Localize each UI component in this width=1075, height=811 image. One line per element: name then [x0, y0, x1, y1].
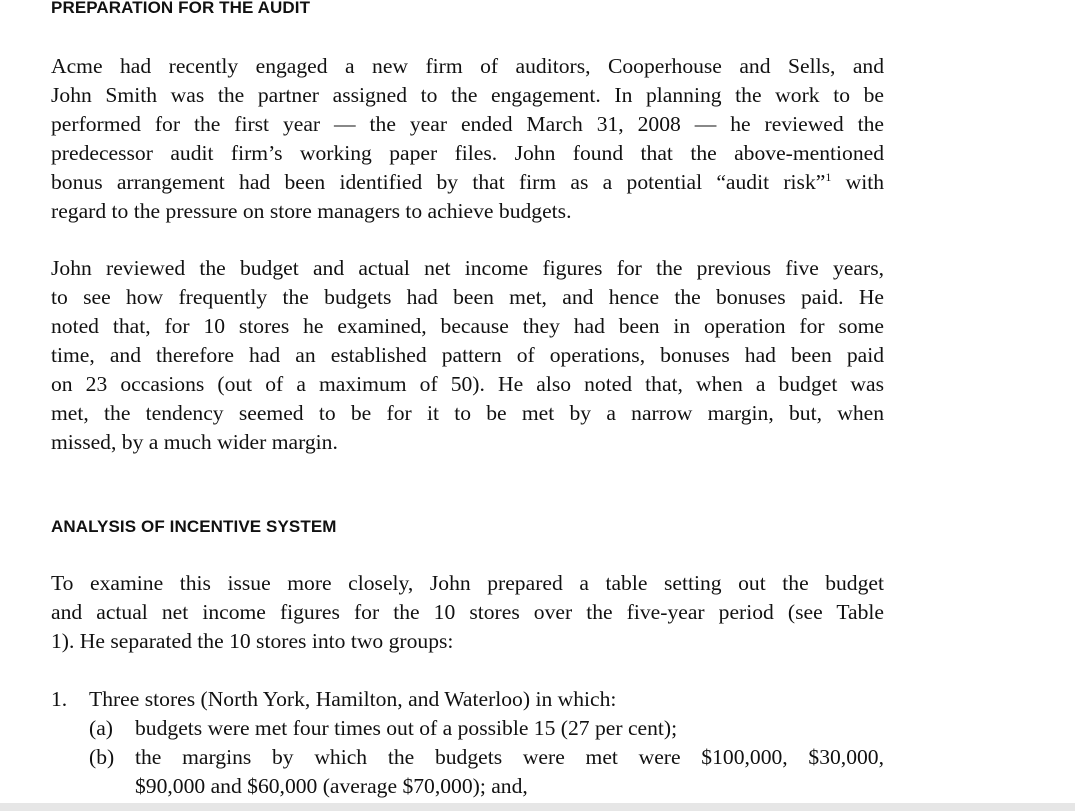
paragraph-table-intro: [51, 569, 884, 656]
sub-list-item-text: $90,000 and $60,000 (average $70,000); and,: [135, 774, 528, 798]
text-fragment: with: [831, 170, 884, 194]
text-line: John Smith was the partner assigned to the engagement. In planning the work to be: [51, 83, 884, 107]
section-heading-preparation: PREPARATION FOR THE AUDIT: [51, 0, 311, 17]
sub-list-item-label: (b): [89, 745, 115, 769]
section-heading-analysis: ANALYSIS OF INCENTIVE SYSTEM: [51, 517, 337, 536]
text-line: 1). He separated the 10 stores into two groups:: [51, 629, 454, 653]
text-line: on 23 occasions (out of a maximum of 50). He also noted that, when a budget was: [51, 372, 884, 396]
page-bottom-edge: [0, 803, 1075, 811]
list-item-number: 1.: [51, 687, 68, 711]
footnote-reference[interactable]: 1: [825, 169, 832, 184]
text-line: missed, by a much wider margin.: [51, 430, 338, 454]
list-item: [51, 685, 884, 714]
list-item-text: Three stores (North York, Hamilton, and Waterloo) in which:: [89, 687, 617, 711]
text-line: met, the tendency seemed to be for it to be met by a narrow margin, but, when: [51, 401, 884, 425]
text-line: regard to the pressure on store managers to achieve budgets.: [51, 199, 572, 223]
text-line: noted that, for 10 stores he examined, because they had been in operation for some: [51, 314, 884, 338]
text-line-with-footnote: [51, 168, 884, 197]
paragraph-engagement: [51, 52, 884, 226]
text-line: John reviewed the budget and actual net income figures for the previous five years,: [51, 256, 884, 280]
sub-list-item-continuation: [51, 772, 884, 801]
text-line: To examine this issue more closely, John prepared a table setting out the budget: [51, 571, 884, 595]
sub-list-item-text: budgets were met four times out of a possible 15 (27 per cent);: [135, 716, 678, 740]
sub-list-item: [51, 743, 884, 772]
text-line: performed for the first year — the year ended March 31, 2008 — he reviewed the: [51, 112, 884, 136]
numbered-list: [51, 685, 884, 801]
sub-list-item-text: the margins by which the budgets were met were $100,000, $30,000,: [135, 745, 884, 769]
paragraph-budget-review: [51, 254, 884, 457]
text-line: to see how frequently the budgets had been met, and hence the bonuses paid. He: [51, 285, 884, 309]
text-line: time, and therefore had an established pattern of operations, bonuses had been paid: [51, 343, 884, 367]
sub-list-item: [51, 714, 884, 743]
text-fragment: bonus arrangement had been identified by that firm as a potential “audit risk”: [51, 170, 826, 194]
text-line: Acme had recently engaged a new firm of auditors, Cooperhouse and Sells, and: [51, 54, 884, 78]
sub-list-item-label: (a): [89, 716, 113, 740]
text-line: predecessor audit firm’s working paper files. John found that the above-mentioned: [51, 141, 884, 165]
text-line: and actual net income figures for the 10 stores over the five-year period (see Table: [51, 600, 884, 624]
